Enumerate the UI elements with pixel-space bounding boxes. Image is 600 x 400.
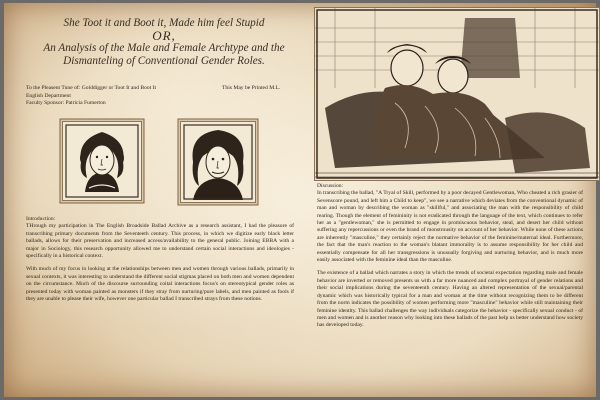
introduction-paragraph-2: With much of my focus in looking at the relationships between men and women through various ballads, primarily in sexual contexts, it was interesting to understand the different social stigmas placed on both men and women dependent on the circumstance. Much of the discourse surrounding coital interactions focus's on stereotypical gender roles as presented today with woman painted as monsters if they stray from nurturing/pure labels, and men painted as fools if they are unable to please their wife, however one particular ballad I transcribed strays from these notions. (26, 266, 294, 303)
introduction-heading: Introduction: (26, 216, 56, 222)
meta-left (26, 85, 156, 108)
department-line: English Department (26, 92, 71, 99)
portrait-man-image (180, 121, 256, 203)
woodcut-scene-image (314, 7, 600, 181)
tune-line: To the Pleasent Tune of: Golddigger or Toot It and Boot It (26, 85, 157, 91)
portrait-woman-image (62, 121, 142, 201)
discussion-paragraph-1: In transcribing the ballad, "A Tryal of Skill, performed by a poor decayed Gentlewoman, Who cheated a rich grasier of Sevenscore pound, and left him a Child to keep", we see a narrative which deviates from the conventional dynamic of man and woman by describing the woman as "skillful," and associating the man with the responsibility of child rearing. Though the element of femininity is not eradicated through the language of the text, which continues to refer her as a "gentlewoman," she is permitted to engage in promiscuous behavior, steal, and desert her child without suffering any repercussions or even the brand of monstrousity on account of her behavior. While none of these actions are inherently "masculine," they certainly reject the normative behavior of the feminine/maternal ideal. Furthermore, the fact that the man's reaction to the woman's blatant immorality is to assume responsibility for her child and essentially compensate for all her transgressions is unusually forgiving and nurturing behavior, and is much more easily associated with the feminine ideal than the masculine. (317, 190, 583, 264)
woodcut-scene-illustration (315, 8, 599, 180)
portrait-man-woodcut (181, 122, 255, 202)
title-line-2: OR, (152, 27, 176, 43)
title-line-4: Dismanteling of Conventional Gender Roles. (63, 54, 265, 67)
portrait-woman-woodcut (63, 122, 141, 200)
discussion-heading: Discussion: (317, 183, 344, 189)
introduction-section (26, 216, 294, 309)
poster-title (14, 17, 314, 67)
title-line-3: An Analysis of the Male and Female Archtype and the (43, 42, 285, 55)
introduction-paragraph-1: THrough my participation in The English Broadside Ballad Archive as a research assistant, I had the pleasure of transcribing primary documents from the Seventeeth century. This process, in which we digitize early black letter ballads, allows for their preservation and increased access/availability to the general public. Joining EBBA with a major in Sociology, this research opportunity allowed me to understand certain social interactions and ideologies - specifically in a historical context. (26, 223, 294, 260)
discussion-paragraph-2: The existence of a ballad which narrates a story in which the trends of societal expectation regarding male and female behavior are inverted or removed presents us with a far more nuanced and complex portrayal of gender relations and their social implications during the seventeenth century. Having an altered representation of the sexual/parental dynamic which was historically typical for a man and woman at the time without recognizing them to be different from the norm indicates the possibility of women performing more "masculine" behavior while still maintaining their feminine identity. This ballad challenges the way individuals categorize the behavior - specifically sexual conduct - of men and women and is another reason why looking into these ballads of the past help us better understand how society has developed today. (317, 270, 583, 329)
discussion-section (317, 183, 583, 336)
poster (4, 3, 596, 397)
print-note: This May be Printed M.L. (222, 85, 281, 91)
sponsor-line: Faculty Sponsor: Patricia Fumerton (26, 100, 106, 107)
title-line-1: She Toot it and Boot it, Made him feel Stupid (63, 17, 265, 29)
